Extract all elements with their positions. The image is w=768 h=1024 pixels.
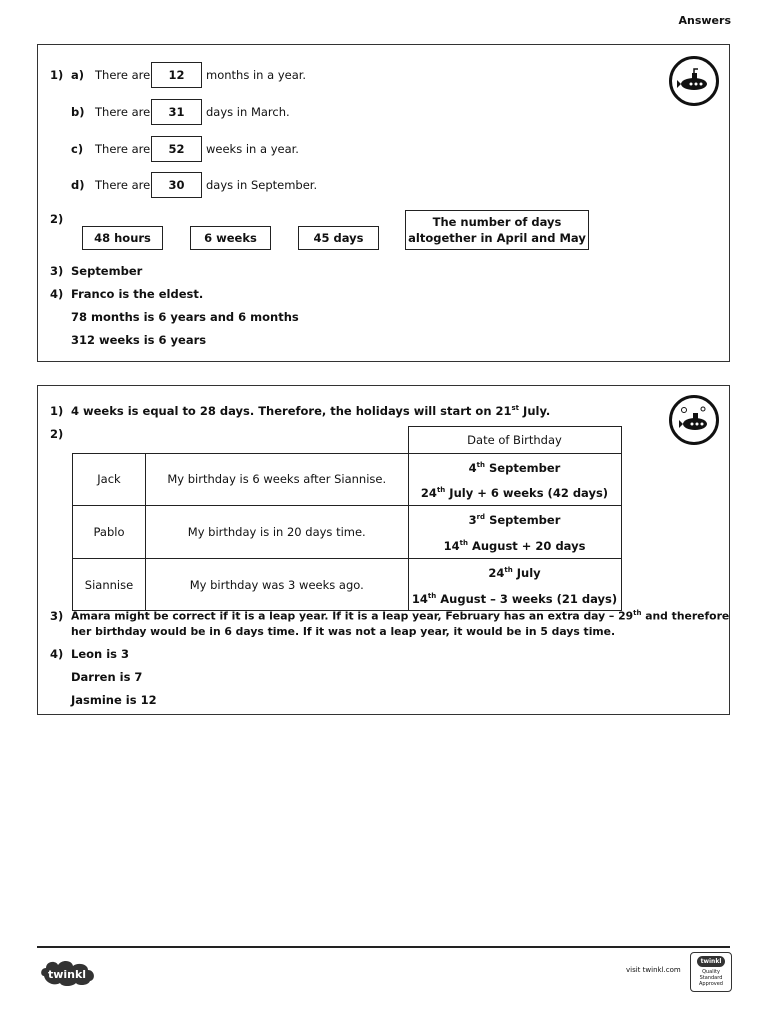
s1-q2-box4-line1: The number of days bbox=[432, 215, 562, 229]
date-rest: September bbox=[485, 512, 561, 527]
s1-q1b-post: days in March. bbox=[206, 105, 290, 119]
table-row bbox=[73, 558, 622, 611]
calc-day: 14 bbox=[443, 538, 460, 553]
badge-line-2: Approved bbox=[699, 981, 723, 987]
calc-rest: August + 20 days bbox=[467, 538, 586, 553]
row-name: Siannise bbox=[73, 558, 146, 611]
table-row bbox=[73, 506, 622, 559]
date-sup: th bbox=[476, 460, 486, 469]
date-day: 3 bbox=[468, 512, 477, 527]
table-header-date-of-birthday: Date of Birthday bbox=[408, 427, 621, 454]
s1-q2-box-days: 45 days bbox=[298, 226, 379, 250]
row-name: Pablo bbox=[73, 506, 146, 559]
row-statement: My birthday was 3 weeks ago. bbox=[146, 558, 409, 611]
s1-q1a-post: months in a year. bbox=[206, 68, 307, 82]
s2-q4-number: 4) bbox=[50, 647, 64, 661]
s1-q1c-answer-box: 52 bbox=[151, 136, 202, 162]
s1-q1c-letter: c) bbox=[71, 142, 84, 156]
s1-q1-number: 1) bbox=[50, 68, 64, 82]
s2-q1-number: 1) bbox=[50, 404, 64, 418]
s2-q3-line-1 bbox=[71, 609, 729, 623]
s2-q1-sup: st bbox=[511, 404, 520, 413]
s1-q1d-answer-box: 30 bbox=[151, 172, 202, 198]
visit-link[interactable]: visit twinkl.com bbox=[626, 966, 681, 974]
date-rest: September bbox=[485, 460, 561, 475]
twinkl-logo bbox=[38, 956, 98, 988]
table-row bbox=[73, 453, 622, 506]
row-date bbox=[408, 558, 621, 611]
row-date bbox=[408, 453, 621, 506]
s1-q2-number: 2) bbox=[50, 212, 64, 226]
s2-q4-line-1: Leon is 3 bbox=[71, 647, 130, 661]
date-sup: rd bbox=[476, 513, 486, 522]
calc-day: 24 bbox=[420, 486, 437, 501]
row-date bbox=[408, 506, 621, 559]
calc-sup: th bbox=[459, 538, 468, 547]
row-statement: My birthday is 6 weeks after Siannise. bbox=[146, 453, 409, 506]
calc-rest: July + 6 weeks (42 days) bbox=[445, 486, 609, 501]
s1-q1a-letter: a) bbox=[71, 68, 85, 82]
s2-q3-text-end: and therefore bbox=[641, 609, 730, 623]
s1-q3-number: 3) bbox=[50, 264, 64, 278]
row-date-answer bbox=[409, 559, 621, 585]
s1-q2-box4-line2: altogether in April and May bbox=[408, 231, 586, 245]
s1-q4-line-2: 78 months is 6 years and 6 months bbox=[71, 310, 299, 324]
table-header-row bbox=[73, 427, 622, 454]
s2-q3-sup: th bbox=[633, 609, 642, 617]
s2-q1-text-end: July. bbox=[519, 404, 551, 418]
date-day: 4 bbox=[468, 460, 477, 475]
s1-q4-line-3: 312 weeks is 6 years bbox=[71, 333, 207, 347]
s1-q4-line-1: Franco is the eldest. bbox=[71, 287, 204, 301]
s2-q4-line-3: Jasmine is 12 bbox=[71, 693, 157, 707]
s1-q1d-letter: d) bbox=[71, 178, 85, 192]
row-name: Jack bbox=[73, 453, 146, 506]
badge-brand: twinkl bbox=[697, 956, 725, 967]
row-date-answer bbox=[409, 454, 621, 480]
s2-q2-number: 2) bbox=[50, 427, 64, 441]
s1-q2-box-hours: 48 hours bbox=[82, 226, 163, 250]
row-date-working bbox=[409, 479, 621, 505]
s1-q1d-pre: There are bbox=[95, 178, 151, 192]
calc-sup: th bbox=[427, 591, 437, 600]
quality-standard-badge bbox=[690, 952, 732, 992]
s1-q1b-pre: There are bbox=[95, 105, 151, 119]
submarine-bubbles-icon bbox=[669, 395, 719, 445]
footer-divider bbox=[37, 946, 730, 948]
date-sup: th bbox=[504, 565, 513, 574]
s1-q1b-letter: b) bbox=[71, 105, 85, 119]
s2-q1-answer bbox=[71, 404, 550, 418]
date-day: 24 bbox=[488, 565, 505, 580]
s2-q3-line-2: her birthday would be in 6 days time. If it was not a leap year, it would be in 5 days time. bbox=[71, 625, 616, 638]
s1-q3-answer: September bbox=[71, 264, 143, 278]
badge-line-1: Quality Standard bbox=[699, 969, 723, 981]
row-date-answer bbox=[409, 506, 621, 532]
birthday-table bbox=[72, 426, 622, 611]
calc-day: 14 bbox=[411, 591, 428, 606]
calc-sup: th bbox=[436, 486, 446, 495]
calc-rest: August – 3 weeks (21 days) bbox=[436, 591, 618, 606]
s1-q2-box-weeks: 6 weeks bbox=[190, 226, 271, 250]
s1-q1c-pre: There are bbox=[95, 142, 151, 156]
s2-q3-number: 3) bbox=[50, 609, 64, 623]
twinkl-logo-text: twinkl bbox=[47, 968, 87, 981]
s2-q3-text: Amara might be correct if it is a leap year. If it is a leap year, February has an extra day – 29 bbox=[71, 609, 634, 623]
s1-q4-number: 4) bbox=[50, 287, 64, 301]
s2-q4-line-2: Darren is 7 bbox=[71, 670, 143, 684]
row-date-working bbox=[409, 532, 621, 558]
s1-q2-box-april-may bbox=[405, 210, 589, 250]
s1-q1b-answer-box: 31 bbox=[151, 99, 202, 125]
row-statement: My birthday is in 20 days time. bbox=[146, 506, 409, 559]
page-header-title: Answers bbox=[678, 14, 731, 27]
s1-q1a-answer-box: 12 bbox=[151, 62, 202, 88]
s1-q1c-post: weeks in a year. bbox=[206, 142, 299, 156]
submarine-icon bbox=[669, 56, 719, 106]
date-rest: July bbox=[512, 565, 541, 580]
s1-q1d-post: days in September. bbox=[206, 178, 318, 192]
s2-q1-text: 4 weeks is equal to 28 days. Therefore, the holidays will start on 21 bbox=[71, 404, 512, 418]
s1-q1a-pre: There are bbox=[95, 68, 151, 82]
row-date-working bbox=[409, 585, 621, 611]
